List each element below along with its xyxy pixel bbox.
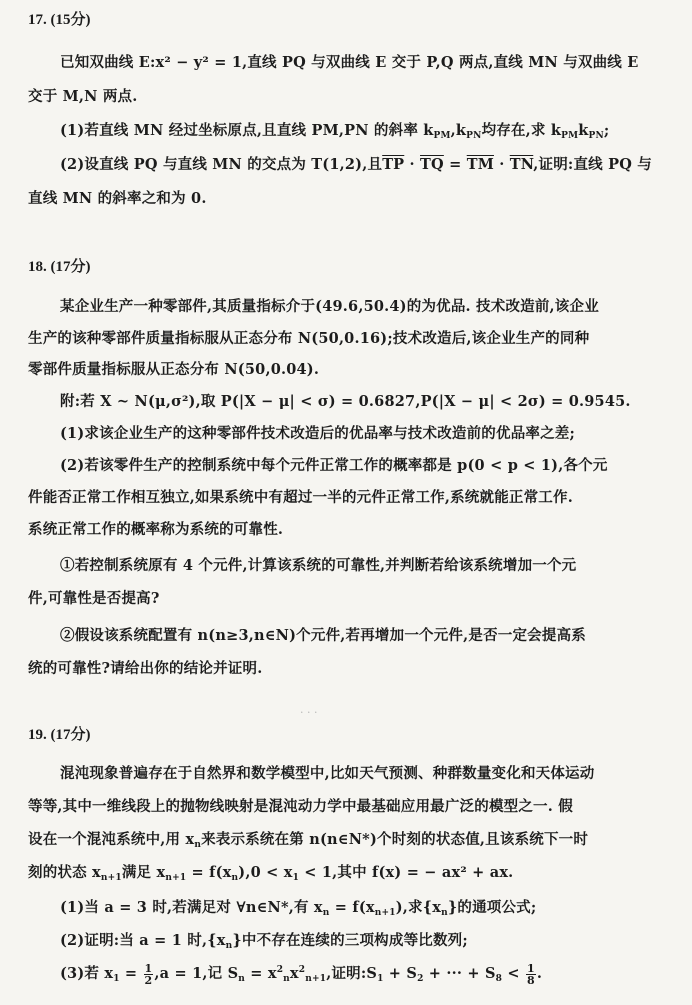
q19-line-3: [28, 828, 588, 850]
q19-l4-start: 刻的状态 x: [28, 864, 101, 881]
q17-p1-text: (1)若直线 MN 经过坐标原点,且直线 PM,PN 的斜率 k: [60, 122, 434, 139]
q19-part-3: [60, 962, 542, 986]
q19-p3-sub-8: 8: [495, 974, 503, 984]
q17-p1-semicolon: ;: [603, 122, 610, 139]
q19-p3-h: <: [502, 965, 525, 982]
q17-vec-tq: $\overline{TQ}$: [420, 156, 444, 173]
q19-p3-sub-n-2: n: [283, 974, 290, 984]
q17-sub-pm-2: PM: [561, 131, 579, 141]
q17-header: 17. (15分): [28, 12, 91, 28]
q19-p1-b: ),求{x: [395, 899, 442, 916]
q19-frac-eighth: [526, 963, 536, 986]
q19-p3-a: =: [119, 965, 143, 982]
q17-p2-text: (2)设直线 PQ 与直线 MN 的交点为 T(1,2),且: [60, 156, 383, 173]
q19-frac-half: [144, 963, 154, 986]
q19-frac-half-den: 2: [144, 973, 153, 987]
q19-p1-c: }的通项公式;: [447, 899, 537, 916]
q17-p1-end: k: [578, 122, 589, 139]
q19-line-2: 等等,其中一维线段上的抛物线映射是混沌动力学中最基础应用最广泛的模型之一. 假: [28, 798, 573, 815]
q19-p1-start: (1)当 a = 3 时,若满足对 ∀n∈N*,有 x: [60, 899, 323, 916]
q19-l4-sub-n1-2: n+1: [165, 873, 187, 883]
q17-p1-mid: 均存在,求 k: [481, 122, 562, 139]
q19-p2-sub-n: n: [225, 941, 233, 951]
q19-part-1: [60, 896, 536, 918]
q19-l4-a: 满足 x: [121, 864, 166, 881]
q18-part-1: (1)求该企业生产的这种零部件技术改造后的优品率与技术改造前的优品率之差;: [60, 425, 576, 442]
q19-header: 19. (17分): [28, 727, 91, 743]
q18-sub-2-line-2: 统的可靠性?请给出你的结论并证明.: [28, 660, 263, 677]
q17-p2-end: ,证明:直线 PQ 与: [533, 156, 652, 173]
q19-l4-c: ),0 < x: [238, 864, 293, 881]
q18-sub-2-line-1: ②假设该系统配置有 n(n≥3,n∈N)个元件,若再增加一个元件,是否一定会提高系: [60, 627, 586, 644]
q19-frac-eighth-num: 1: [526, 961, 535, 975]
q17-part-2: [60, 153, 652, 174]
q19-p3-period: .: [536, 965, 543, 982]
q17-part-1: [60, 119, 609, 141]
q19-part-2: [60, 929, 468, 951]
q19-p1-a: = f(x: [329, 899, 375, 916]
q19-p3-sub-2: 2: [417, 974, 424, 984]
q18-line-3: 零部件质量指标服从正态分布 N(50,0.04).: [28, 361, 320, 378]
q18-part-2-line-1: (2)若该零件生产的控制系统中每个元件正常工作的概率都是 p(0 < p < 1),各个元: [60, 457, 608, 474]
q19-p3-c: = x: [245, 965, 277, 982]
q17-sub-pn: PN: [466, 131, 482, 141]
q19-line-1: 混沌现象普遍存在于自然界和数学模型中,比如天气预测、种群数量变化和天体运动: [60, 765, 595, 782]
q19-l4-sub-n: n: [231, 873, 239, 883]
q19-p3-b: ,a = 1,记 S: [154, 965, 239, 982]
q18-sub-1-line-1: ①若控制系统原有 4 个元件,计算该系统的可靠性,并判断若给该系统增加一个元: [60, 557, 577, 574]
q19-l4-sub-1: 1: [292, 873, 300, 883]
q17-p1-rest: ,k: [450, 122, 467, 139]
q18-part-2-line-3: 系统正常工作的概率称为系统的可靠性.: [28, 521, 284, 538]
q17-dot-1: ·: [404, 156, 421, 173]
q19-p3-sq-2: 2: [298, 965, 306, 975]
q19-p3-sub-n: n: [238, 974, 245, 984]
q19-p1-sub-n-2: n: [441, 908, 448, 918]
q19-p3-sub-1-b: 1: [377, 974, 384, 984]
q17-line-1: 已知双曲线 E:x² − y² = 1,直线 PQ 与双曲线 E 交于 P,Q 两点,直线 MN 与双曲线 E: [60, 54, 639, 71]
q19-l4-b: = f(x: [186, 864, 232, 881]
q19-p1-sub-n1: n+1: [374, 908, 396, 918]
q19-l3-start: 设在一个混沌系统中,用 x: [28, 831, 195, 848]
q18-line-1: 某企业生产一种零部件,其质量指标介于(49.6,50.4)的为优品. 技术改造前,该企业: [60, 298, 599, 315]
q19-p3-sub-n1: n+1: [305, 974, 327, 984]
q19-p2-rest: }中不存在连续的三项构成等比数列;: [232, 932, 468, 949]
q19-l3-sub-n: n: [194, 840, 202, 850]
q19-p3-g: + ··· + S: [423, 965, 496, 982]
q17-line-2: 交于 M,N 两点.: [28, 88, 138, 105]
q18-part-2-line-2: 件能否正常工作相互独立,如果系统中有超过一半的元件正常工作,系统就能正常工作.: [28, 489, 573, 506]
q19-l4-sub-n1: n+1: [100, 873, 122, 883]
q18-appendix: 附:若 X ~ N(μ,σ²),取 P(|X − μ| < σ) = 0.6827,P(|X − μ| < 2σ) = 0.9545.: [60, 393, 631, 410]
q19-p3-sub-1: 1: [113, 974, 120, 984]
q19-p3-sq-1: 2: [276, 965, 284, 975]
q17-line-5: 直线 MN 的斜率之和为 0.: [28, 190, 207, 207]
q18-header: 18. (17分): [28, 259, 91, 275]
scan-smudge: · · ·: [300, 706, 318, 719]
q17-sub-pn-2: PN: [588, 131, 604, 141]
q17-dot-2: ·: [493, 156, 510, 173]
q19-l3-rest: 来表示系统在第 n(n∈N*)个时刻的状态值,且该系统下一时: [201, 831, 589, 848]
q19-l4-d: < 1,其中 f(x) = − ax² + ax.: [299, 864, 514, 881]
q17-vec-tm: $\overline{TM}$: [466, 156, 494, 173]
q19-line-4: [28, 861, 513, 883]
q18-sub-1-line-2: 件,可靠性是否提高?: [28, 590, 160, 607]
q17-vec-tn: $\overline{TN}$: [509, 156, 534, 173]
q19-p3-start: (3)若 x: [60, 965, 114, 982]
q18-line-2: 生产的该种零部件质量指标服从正态分布 N(50,0.16);技术改造后,该企业生产的同种: [28, 330, 590, 347]
q17-sub-pm: PM: [433, 131, 451, 141]
q17-vec-tp: $\overline{TP}$: [382, 156, 405, 173]
q19-frac-eighth-den: 8: [526, 973, 535, 987]
q19-p1-sub-n: n: [322, 908, 330, 918]
q19-p3-d: x: [289, 965, 299, 982]
q17-eq: =: [443, 156, 467, 173]
q19-p3-e: ,证明:S: [326, 965, 378, 982]
q19-p2-start: (2)证明:当 a = 1 时,{x: [60, 932, 226, 949]
q19-p3-f: + S: [383, 965, 418, 982]
q19-frac-half-num: 1: [144, 961, 153, 975]
